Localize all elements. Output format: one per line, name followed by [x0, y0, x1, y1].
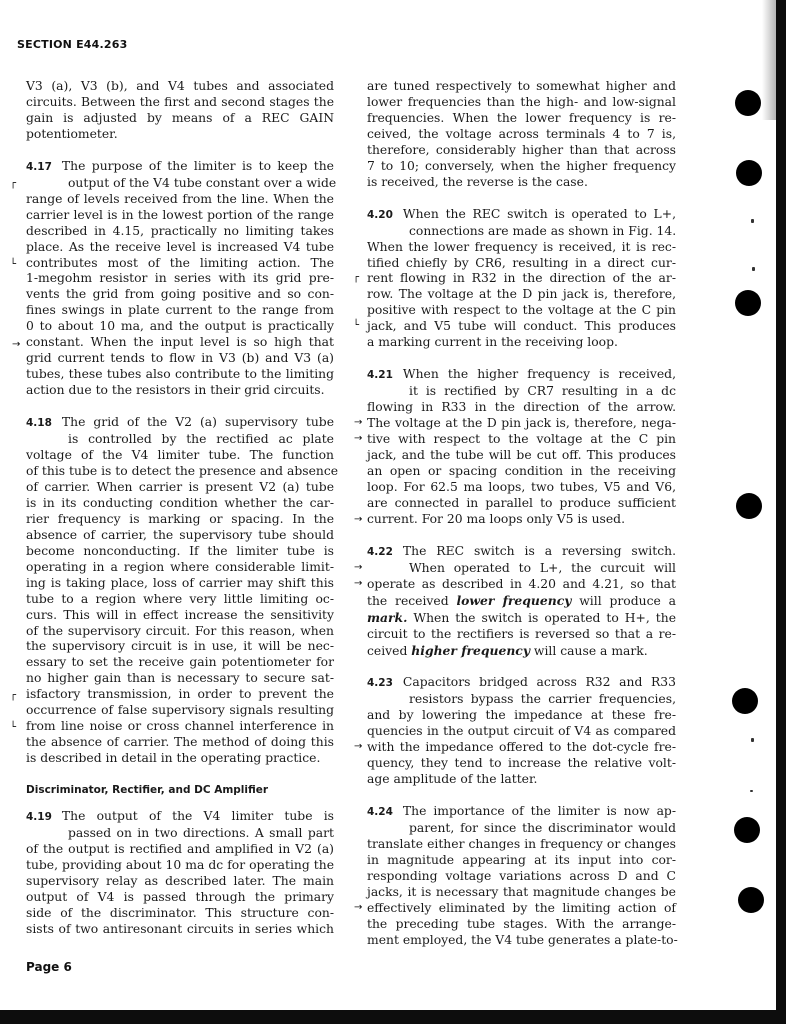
text-line: When the higher frequency is received, — [402, 367, 676, 382]
section-subheading: Discriminator, Rectifier, and DC Amplifier — [26, 784, 269, 797]
text-line: When operated to L+, the curcuit will — [409, 560, 676, 575]
text-line: passed on in two directions. A small part — [68, 825, 334, 840]
paragraph-number: 4.22 — [367, 545, 393, 558]
text-line: circuit to the rectifiers is reversed so that a re- — [367, 626, 676, 641]
text-line: potentiometer. — [26, 126, 118, 141]
scan-bottom-edge — [0, 1010, 786, 1024]
text-run: will cause a mark. — [530, 643, 648, 658]
right-column — [353, 79, 678, 965]
text-line: current. For 20 ma loops only V5 is used. — [367, 511, 626, 526]
binder-hole — [735, 290, 761, 316]
text-line: frequencies. When the lower frequency is re- — [367, 110, 676, 125]
text-line: tube to a region where very little limiting oc- — [26, 591, 334, 606]
text-line — [367, 610, 676, 627]
text-line: sists of two antiresonant circuits in series which — [26, 921, 334, 936]
section-header: SECTION E44.263 — [17, 38, 128, 51]
text-line: responding voltage variations across D and C — [367, 868, 676, 883]
change-arrow-icon: → — [354, 902, 363, 914]
text-line: effectively eliminated by the limiting action of — [367, 900, 676, 915]
emphasized-term: mark. — [367, 609, 408, 625]
text-line: operate as described in 4.20 and 4.21, so that — [367, 576, 676, 591]
paragraph-number: 4.18 — [26, 417, 52, 430]
text-line: translate either changes in frequency or changes — [367, 837, 676, 852]
binder-hole — [735, 90, 761, 116]
text-line: rent flowing in R32 in the direction of the ar- — [367, 271, 676, 286]
text-run: ceived — [367, 643, 412, 658]
text-line: supervisory relay as described later. The main — [26, 873, 334, 888]
text-line: loop. For 62.5 ma loops, two tubes, V5 and V6, — [367, 479, 676, 494]
page-number: Page 6 — [26, 960, 72, 974]
text-line: is controlled by the rectified ac plate — [68, 432, 334, 447]
text-line: ing is taking place, loss of carrier may shift this — [26, 575, 334, 590]
text-line: is in its conducting condition whether the car- — [26, 495, 334, 510]
text-line: no higher gain than is necessary to secure sat- — [26, 671, 334, 686]
text-run: will produce a — [571, 593, 676, 608]
text-line: circuits. Between the first and second stages the — [26, 94, 334, 109]
text-line: an open or spacing condition in the receiving — [367, 463, 676, 478]
text-run: When the switch is operated to H+, the — [407, 610, 676, 625]
change-arrow-icon: → — [354, 561, 363, 573]
text-line: connections are made as shown in Fig. 14. — [409, 223, 677, 238]
change-arrow-icon: → — [354, 577, 363, 589]
text-line: flowing in R33 in the direction of the arrow. — [367, 400, 676, 415]
text-line: the preceding tube stages. With the arrange- — [367, 916, 676, 931]
text-line: the supervisory circuit is in use, it will be nec- — [26, 639, 334, 654]
text-line: therefore, considerably higher than that across — [367, 142, 676, 157]
paragraph-4-23 — [354, 675, 676, 788]
text-line: place. As the receive level is increased V4 tube — [26, 239, 334, 254]
text-line: output of the V4 tube constant over a wide — [68, 175, 337, 190]
text-line: tubes, these tubes also contribute to the limiting — [26, 367, 334, 382]
paragraph-4-18 — [10, 415, 339, 767]
text-line: ceived, the voltage across terminals 4 to 7 is, — [367, 126, 676, 141]
text-line: When the REC switch is operated to L+, — [402, 206, 676, 221]
text-line: The importance of the limiter is now ap- — [402, 804, 676, 819]
text-line: isfactory transmission, in order to prevent the — [26, 687, 334, 702]
text-line: operating in a region where considerable limit- — [26, 559, 334, 574]
paragraph-4-24 — [354, 804, 678, 949]
text-line: The voltage at the D pin jack is, therefore, nega- — [367, 416, 676, 431]
text-line: output of V4 is passed through the primary — [26, 889, 334, 904]
text-line: with the impedance offered to the dot-cycle fre- — [367, 740, 676, 755]
text-line: curs. This will in effect increase the sensitivity — [26, 607, 334, 622]
text-line: quencies in the output circuit of V4 as compared — [367, 724, 676, 739]
text-line — [367, 643, 676, 660]
text-line: is described in detail in the operating practice. — [26, 751, 321, 766]
text-line: rier frequency is marking or spacing. In the — [26, 511, 334, 526]
paragraph-4-21 — [354, 367, 676, 528]
text-line: quency, they tend to increase the relative volt- — [367, 756, 676, 771]
text-line: are connected in parallel to produce sufficient — [367, 495, 676, 510]
text-line: range of levels received from the line. When the — [26, 191, 334, 206]
text-line: jack, and the tube will be cut off. This produces — [367, 448, 676, 463]
text-line: 1-megohm resistor in series with its grid pre- — [26, 271, 334, 286]
text-run: the received — [367, 593, 457, 608]
text-line: tified chiefly by CR6, resulting in a direct cur- — [367, 255, 676, 270]
binder-hole — [732, 688, 758, 714]
text-line: 0 to about 10 ma, and the output is practically — [26, 319, 334, 334]
text-line: positive with respect to the voltage at the C pin — [367, 303, 676, 318]
left-column — [10, 79, 339, 954]
text-line: a marking current in the receiving loop. — [367, 335, 618, 350]
change-arrow-icon: → — [354, 741, 363, 753]
text-line: described in 4.15, practically no limiting takes — [26, 223, 334, 238]
text-line: tube, providing about 10 ma dc for operating the — [26, 857, 334, 872]
binder-hole — [734, 817, 760, 843]
paragraph-number: 4.21 — [367, 369, 393, 382]
change-start-mark-icon: ┌ — [10, 177, 17, 189]
text-line: it is rectified by CR7 resulting in a dc — [409, 384, 676, 399]
text-line: fines swings in plate current to the range from — [26, 303, 334, 318]
text-line: in magnitude appearing at its input into cor- — [367, 852, 676, 867]
text-line: Capacitors bridged across R32 and R33 — [402, 675, 676, 690]
text-line: and by lowering the impedance at these fre- — [367, 708, 676, 723]
text-line: The grid of the V2 (a) supervisory tube — [61, 415, 334, 430]
text-line: 7 to 10; conversely, when the higher frequency — [367, 158, 676, 173]
change-end-mark-icon: └ — [10, 258, 17, 270]
text-line: constant. When the input level is so high that — [26, 335, 334, 350]
change-end-mark-icon: └ — [353, 319, 360, 331]
text-line: action due to the resistors in their grid circuits. — [26, 383, 325, 398]
paragraph-number: 4.23 — [367, 677, 393, 690]
text-line: contributes most of the limiting action. The — [26, 255, 334, 270]
emphasized-term: lower frequency — [456, 592, 572, 608]
text-line — [367, 593, 676, 610]
text-line: absence of carrier, the supervisory tube should — [26, 527, 334, 542]
change-start-mark-icon: ┌ — [353, 271, 360, 283]
binder-hole — [736, 160, 762, 186]
text-line: essary to set the receive gain potentiometer for — [26, 655, 334, 670]
paragraph-4-17 — [10, 158, 337, 399]
text-line: resistors bypass the carrier frequencies, — [409, 692, 676, 707]
paragraph-number: 4.20 — [367, 208, 393, 221]
paragraph-4-22 — [354, 543, 676, 660]
continued-paragraph — [367, 79, 676, 191]
text-line: jacks, it is necessary that magnitude changes be — [367, 884, 676, 899]
paragraph-number: 4.24 — [367, 806, 393, 819]
text-line: the absence of carrier. The method of doing this — [26, 735, 334, 750]
text-line: from line noise or cross channel interference in — [26, 719, 334, 734]
text-line: of the output is rectified and amplified in V2 (a) — [26, 841, 334, 856]
paragraph-number: 4.17 — [26, 160, 52, 173]
text-line: The REC switch is a reversing switch. — [402, 543, 676, 558]
scan-speck — [751, 219, 754, 223]
text-line: vents the grid from going positive and so con- — [26, 287, 334, 302]
text-line: age amplitude of the latter. — [367, 772, 538, 787]
text-line: carrier level is in the lowest portion of the range — [26, 207, 334, 222]
text-line: voltage of the V4 limiter tube. The function — [26, 448, 334, 463]
text-line: occurrence of false supervisory signals resulting — [26, 703, 334, 718]
scan-right-edge — [776, 0, 786, 1024]
text-line: grid current tends to flow in V3 (b) and V3 (a) — [26, 351, 334, 366]
text-line: are tuned respectively to somewhat higher and — [367, 79, 676, 93]
text-line: of carrier. When carrier is present V2 (a) tube — [26, 479, 334, 494]
intro-paragraph — [26, 79, 334, 143]
text-line: is received, the reverse is the case. — [367, 174, 588, 189]
change-arrow-icon: → — [354, 514, 363, 526]
binder-hole — [738, 887, 764, 913]
change-end-mark-icon: └ — [10, 722, 17, 734]
text-line: row. The voltage at the D pin jack is, therefore, — [367, 287, 676, 302]
scan-speck — [751, 738, 754, 742]
text-line: When the lower frequency is received, it is rec- — [367, 239, 676, 254]
paragraph-4-20 — [353, 206, 677, 352]
scan-speck — [752, 267, 755, 271]
text-line: become nonconducting. If the limiter tube is — [26, 543, 334, 558]
change-start-mark-icon: ┌ — [10, 690, 17, 702]
text-line: jack, and V5 tube will conduct. This produces — [367, 319, 676, 334]
paragraph-4-19 — [26, 809, 334, 938]
text-line: V3 (a), V3 (b), and V4 tubes and associated — [26, 79, 334, 93]
text-line: side of the discriminator. This structure con- — [26, 905, 334, 920]
text-line: lower frequencies than the high- and low-signal — [367, 94, 676, 109]
binder-hole — [736, 493, 762, 519]
text-line: parent, for since the discriminator would — [409, 821, 676, 836]
change-arrow-icon: → — [12, 338, 21, 350]
text-line: of this tube is to detect the presence and absence — [26, 463, 339, 478]
text-line: The purpose of the limiter is to keep the — [61, 158, 334, 173]
page-edge-shadow — [762, 0, 776, 120]
paragraph-number: 4.19 — [26, 811, 52, 824]
scan-speck — [750, 790, 753, 792]
change-arrow-icon: → — [354, 417, 363, 429]
text-line: of the supervisory circuit. For this reason, when — [26, 623, 334, 638]
change-arrow-icon: → — [354, 433, 363, 445]
text-line: ment employed, the V4 tube generates a plate-to- — [367, 932, 678, 947]
text-line: tive with respect to the voltage at the C pin — [367, 432, 676, 447]
text-line: The output of the V4 limiter tube is — [61, 809, 334, 824]
emphasized-term: higher frequency — [411, 642, 530, 658]
text-line: gain is adjusted by means of a REC GAIN — [26, 110, 334, 125]
